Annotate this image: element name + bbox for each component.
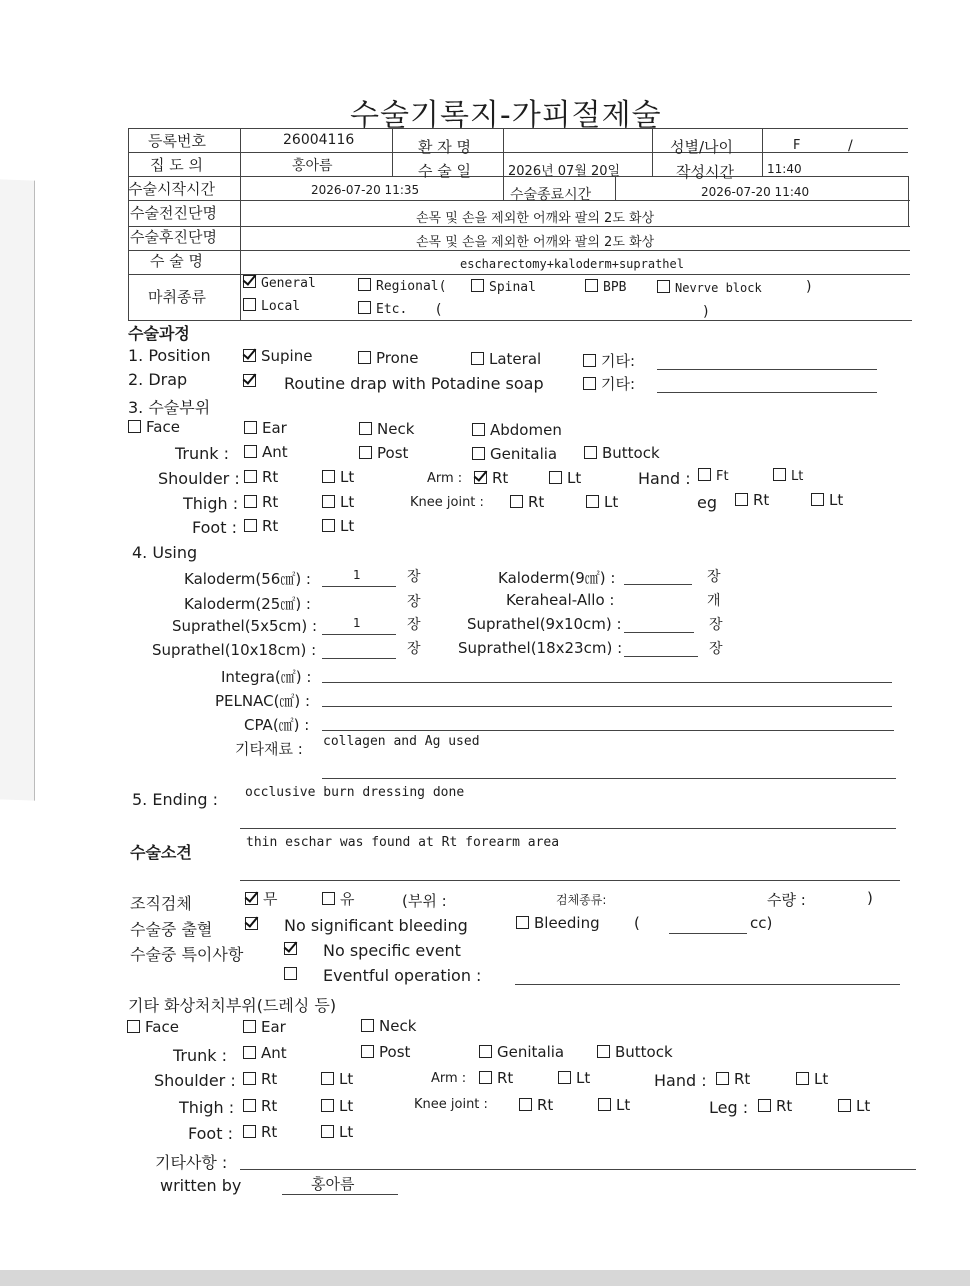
- pre-dx-label: 수술전진단명: [130, 204, 217, 222]
- position-other-line: [657, 369, 877, 370]
- form-title: 수술기록지-가피절제술: [350, 98, 662, 133]
- sex-age-slash: /: [848, 138, 853, 154]
- bleeding-unit: cc): [750, 914, 773, 932]
- position-supine[interactable]: [243, 347, 312, 365]
- other-knee-rt[interactable]: [519, 1096, 553, 1114]
- sex-value: F: [793, 138, 801, 153]
- site-arm-rt-text: Rt: [492, 469, 509, 487]
- drap-other-text: 기타:: [601, 375, 636, 393]
- site-leg-rt[interactable]: [735, 491, 769, 509]
- drap-routine-checkbox[interactable]: [243, 374, 256, 387]
- written-time-value: 11:40: [767, 162, 802, 176]
- other-arm-rt-checkbox[interactable]: [479, 1071, 492, 1084]
- pelnac-line: [322, 706, 892, 707]
- position-prone-text: Prone: [376, 349, 419, 367]
- site-arm-rt[interactable]: [474, 469, 508, 487]
- site-genitalia[interactable]: [472, 445, 557, 463]
- suprathel18-line: [624, 656, 698, 657]
- anesthesia-nerve-block[interactable]: [657, 280, 762, 295]
- site-thigh-lt[interactable]: [322, 493, 354, 511]
- site-knee-rt-text: Rt: [528, 493, 545, 511]
- site-trunk-ant-text: Ant: [262, 443, 288, 461]
- other-hand-rt[interactable]: [716, 1070, 750, 1088]
- findings-label: 수술소견: [130, 843, 192, 862]
- sex-age-label: 성별/나이: [670, 138, 734, 156]
- other-arm-rt[interactable]: [479, 1069, 513, 1087]
- op-name-value: escharectomy+kaloderm+suprathel: [460, 257, 684, 271]
- other-knee-rt-checkbox[interactable]: [519, 1098, 532, 1111]
- position-supine-text: Supine: [261, 347, 313, 365]
- ending-label: 5. Ending :: [132, 790, 218, 809]
- position-lateral-checkbox[interactable]: [471, 352, 484, 365]
- other-thigh-rt[interactable]: [243, 1097, 277, 1115]
- site-thigh-lt-checkbox[interactable]: [322, 495, 335, 508]
- anesthesia-general[interactable]: [243, 275, 316, 291]
- event-eventful-checkbox-wrap[interactable]: [284, 965, 302, 983]
- biopsy-no[interactable]: [245, 888, 278, 909]
- anesthesia-spinal-text: Spinal: [489, 280, 536, 295]
- site-ear[interactable]: [244, 419, 287, 437]
- other-foot-rt-text: Rt: [261, 1123, 278, 1141]
- site-leg-lt-checkbox[interactable]: [811, 493, 824, 506]
- site-foot-lt-checkbox[interactable]: [322, 519, 335, 532]
- drap-other-checkbox[interactable]: [583, 377, 596, 390]
- site-hand-label: Hand :: [638, 469, 691, 488]
- other-hand-lt-text: Lt: [814, 1070, 829, 1088]
- pre-dx-value: 손목 및 손을 제외한 어깨와 팔의 2도 화상: [416, 211, 655, 226]
- kaloderm56-label: Kaloderm(56㎠) :: [184, 570, 311, 588]
- site-ear-checkbox[interactable]: [244, 421, 257, 434]
- suprathel10-unit: 장: [407, 641, 421, 657]
- drap-other[interactable]: [583, 373, 635, 394]
- site-hand-rt-text: Ft: [716, 469, 729, 484]
- site-foot-rt-checkbox[interactable]: [244, 519, 257, 532]
- site-face-text: Face: [146, 418, 180, 436]
- site-arm-lt-checkbox[interactable]: [549, 471, 562, 484]
- site-leg-lt-text: Lt: [829, 491, 844, 509]
- other-leg-rt[interactable]: [758, 1097, 792, 1115]
- doctor-label: 집 도 의: [150, 156, 204, 174]
- other-foot-lt-checkbox[interactable]: [321, 1125, 334, 1138]
- site-hand-rt-checkbox[interactable]: [698, 468, 711, 481]
- anesthesia-bpb[interactable]: [585, 279, 626, 295]
- start-time-value: 2026-07-20 11:35: [311, 183, 420, 197]
- anesthesia-spinal-checkbox[interactable]: [471, 279, 484, 292]
- other-leg-lt[interactable]: [838, 1097, 870, 1115]
- post-dx-value: 손목 및 손을 제외한 어깨와 팔의 2도 화상: [416, 235, 655, 250]
- other-trunk-post-text: Post: [379, 1043, 411, 1061]
- anesthesia-general-text: General: [261, 276, 316, 291]
- other-foot-rt[interactable]: [243, 1123, 277, 1141]
- site-leg-rt-text: Rt: [753, 491, 770, 509]
- anesthesia-regional-text: Regional(: [376, 279, 447, 294]
- site-shoulder-lt-checkbox[interactable]: [322, 470, 335, 483]
- cpa-line: [322, 730, 894, 731]
- suprathel18-label: Suprathel(18x23cm) :: [458, 639, 623, 657]
- other-shoulder-label: Shoulder :: [154, 1071, 236, 1090]
- written-time-label: 작성시간: [676, 163, 734, 181]
- other-arm-lt-text: Lt: [576, 1069, 591, 1087]
- other-face-checkbox[interactable]: [127, 1020, 140, 1033]
- findings-value: thin eschar was found at Rt forearm area: [246, 835, 560, 850]
- site-knee-lt[interactable]: [586, 493, 618, 511]
- site-shoulder-lt-text: Lt: [340, 468, 355, 486]
- other-buttock[interactable]: [597, 1043, 673, 1061]
- site-trunk-label: Trunk :: [175, 444, 230, 463]
- anesthesia-etc-close: ): [703, 304, 709, 320]
- site-shoulder-label: Shoulder :: [158, 469, 240, 488]
- kaloderm56-unit: 장: [407, 569, 421, 585]
- other-shoulder-rt[interactable]: [243, 1070, 277, 1088]
- findings-line: [240, 880, 900, 881]
- site-abdomen[interactable]: [472, 421, 562, 439]
- other-foot-rt-checkbox[interactable]: [243, 1125, 256, 1138]
- other-material-label: 기타재료 :: [235, 740, 303, 758]
- other-trunk-label: Trunk :: [173, 1046, 228, 1065]
- site-leg-label: eg: [697, 493, 717, 512]
- bleeding-none-text: No significant bleeding: [284, 916, 468, 935]
- site-abdomen-checkbox[interactable]: [472, 423, 485, 436]
- other-neck[interactable]: [361, 1017, 416, 1035]
- site-trunk-post-checkbox[interactable]: [359, 446, 372, 459]
- page-bottom-edge: [0, 1270, 970, 1286]
- other-hand-lt-checkbox[interactable]: [796, 1072, 809, 1085]
- site-knee-lt-checkbox[interactable]: [586, 495, 599, 508]
- event-eventful-text: Eventful operation :: [323, 966, 482, 985]
- surgery-date-value: 2026년 07월 20일: [508, 164, 621, 179]
- other-genitalia-text: Genitalia: [497, 1043, 565, 1061]
- biopsy-label: 조직검체: [130, 894, 192, 913]
- other-hand-rt-text: Rt: [734, 1070, 751, 1088]
- anesthesia-nerve-block-text: Nevrve block: [675, 281, 762, 295]
- written-by-line: [282, 1194, 398, 1195]
- site-foot-rt[interactable]: [244, 517, 278, 535]
- other-thigh-lt-checkbox[interactable]: [321, 1099, 334, 1112]
- site-thigh-rt[interactable]: [244, 493, 278, 511]
- anesthesia-local[interactable]: [243, 298, 300, 314]
- other-buttock-checkbox[interactable]: [597, 1045, 610, 1058]
- other-hand-label: Hand :: [654, 1071, 707, 1090]
- suprathel5-value: 1: [353, 616, 361, 630]
- written-by-label: written by: [160, 1176, 242, 1195]
- site-thigh-label: Thigh :: [183, 494, 239, 513]
- other-thigh-rt-text: Rt: [261, 1097, 278, 1115]
- other-foot-lt-text: Lt: [339, 1123, 354, 1141]
- other-trunk-ant-text: Ant: [261, 1044, 287, 1062]
- biopsy-kind-label: 검체종류:: [556, 893, 607, 907]
- bleeding-none-checkbox-wrap[interactable]: [245, 915, 263, 933]
- biopsy-no-checkbox[interactable]: [245, 892, 258, 905]
- site-hand-lt-checkbox[interactable]: [773, 468, 786, 481]
- misc-label: 기타사항 :: [155, 1153, 228, 1172]
- site-thigh-lt-text: Lt: [340, 493, 355, 511]
- other-arm-lt-checkbox[interactable]: [558, 1071, 571, 1084]
- other-sites-label: 기타 화상처치부위(드레싱 등): [128, 996, 337, 1015]
- start-time-label: 수술시작시간: [128, 180, 215, 198]
- event-eventful-checkbox[interactable]: [284, 967, 297, 980]
- site-trunk-ant[interactable]: [244, 443, 288, 461]
- position-other-checkbox[interactable]: [583, 354, 596, 367]
- site-leg-rt-checkbox[interactable]: [735, 493, 748, 506]
- site-arm-lt-text: Lt: [567, 469, 582, 487]
- ending-value: occlusive burn dressing done: [245, 785, 465, 800]
- site-knee-rt-checkbox[interactable]: [510, 495, 523, 508]
- event-label: 수술중 특이사항: [130, 945, 244, 964]
- keraheal-label: Keraheal-Allo :: [506, 591, 615, 609]
- kaloderm9-line: [624, 584, 692, 585]
- other-thigh-lt[interactable]: [321, 1097, 353, 1115]
- anesthesia-bpb-text: BPB: [603, 280, 627, 295]
- site-hand-rt[interactable]: [698, 468, 729, 484]
- site-shoulder-rt-checkbox[interactable]: [244, 470, 257, 483]
- event-none-text: No specific event: [323, 941, 461, 960]
- site-genitalia-text: Genitalia: [490, 445, 558, 463]
- other-genitalia-checkbox[interactable]: [479, 1045, 492, 1058]
- suprathel18-unit: 장: [709, 641, 723, 657]
- other-leg-rt-checkbox[interactable]: [758, 1099, 771, 1112]
- other-arm-label: Arm :: [431, 1071, 467, 1086]
- reg-no-value: 26004116: [283, 132, 355, 148]
- misc-line: [240, 1169, 916, 1170]
- biopsy-yes-text: 유: [340, 890, 355, 908]
- patient-name-label: 환 자 명: [418, 138, 472, 156]
- suprathel5-unit: 장: [407, 617, 421, 633]
- other-thigh-label: Thigh :: [179, 1098, 235, 1117]
- drap-label: 2. Drap: [128, 370, 188, 389]
- other-shoulder-lt-text: Lt: [339, 1070, 354, 1088]
- drap-other-line: [657, 392, 877, 393]
- end-time-value: 2026-07-20 11:40: [701, 185, 810, 199]
- using-label: 4. Using: [132, 543, 198, 562]
- anesthesia-general-checkbox[interactable]: [243, 275, 256, 288]
- cpa-label: CPA(㎠) :: [244, 716, 310, 734]
- site-shoulder-rt[interactable]: [244, 468, 278, 486]
- anesthesia-etc-open: (: [436, 302, 442, 318]
- other-leg-rt-text: Rt: [776, 1097, 793, 1115]
- anesthesia-regional-checkbox[interactable]: [358, 278, 371, 291]
- position-lateral-text: Lateral: [489, 350, 542, 368]
- biopsy-no-text: 무: [263, 890, 278, 908]
- bleeding-yes-checkbox[interactable]: [516, 916, 529, 929]
- other-knee-lt[interactable]: [598, 1096, 630, 1114]
- site-arm-lt[interactable]: [549, 469, 581, 487]
- other-trunk-ant-checkbox[interactable]: [243, 1046, 256, 1059]
- site-arm-label: Arm :: [427, 471, 463, 486]
- other-neck-text: Neck: [379, 1017, 417, 1035]
- kaloderm56-value: 1: [353, 568, 361, 582]
- anesthesia-etc[interactable]: [358, 301, 407, 317]
- bleeding-none-checkbox[interactable]: [245, 917, 258, 930]
- other-foot-lt[interactable]: [321, 1123, 353, 1141]
- other-trunk-post-checkbox[interactable]: [361, 1045, 374, 1058]
- op-name-label: 수 술 명: [150, 252, 204, 270]
- site-hand-lt[interactable]: [773, 468, 803, 484]
- site-genitalia-checkbox[interactable]: [472, 447, 485, 460]
- anesthesia-etc-text: Etc.: [376, 302, 408, 317]
- site-ear-text: Ear: [262, 419, 287, 437]
- reg-no-label: 등록번호: [148, 132, 206, 150]
- other-hand-lt[interactable]: [796, 1070, 828, 1088]
- kaloderm56-line: [322, 586, 396, 587]
- event-none-checkbox-wrap[interactable]: [284, 940, 302, 958]
- position-lateral[interactable]: [471, 350, 541, 368]
- site-label: 3. 수술부위: [128, 398, 211, 417]
- site-shoulder-rt-text: Rt: [262, 468, 279, 486]
- other-material-value: collagen and Ag used: [323, 734, 480, 749]
- attached-paper-strip: [0, 179, 35, 800]
- bleeding-label: 수술중 출혈: [130, 920, 213, 939]
- other-genitalia[interactable]: [479, 1043, 564, 1061]
- position-prone[interactable]: [358, 349, 419, 367]
- suprathel9-line: [624, 632, 694, 633]
- site-thigh-rt-checkbox[interactable]: [244, 495, 257, 508]
- site-foot-lt-text: Lt: [340, 517, 355, 535]
- other-trunk-post[interactable]: [361, 1043, 410, 1061]
- other-hand-rt-checkbox[interactable]: [716, 1072, 729, 1085]
- other-leg-lt-checkbox[interactable]: [838, 1099, 851, 1112]
- site-abdomen-text: Abdomen: [490, 421, 562, 439]
- position-label: 1. Position: [128, 346, 211, 365]
- event-none-checkbox[interactable]: [284, 942, 297, 955]
- post-dx-label: 수술후진단명: [130, 228, 217, 246]
- site-thigh-rt-text: Rt: [262, 493, 279, 511]
- anesthesia-label: 마취종류: [148, 288, 206, 306]
- suprathel9-unit: 장: [709, 617, 723, 633]
- other-leg-label: Leg :: [709, 1098, 749, 1117]
- anesthesia-local-checkbox[interactable]: [243, 298, 256, 311]
- site-trunk-post[interactable]: [359, 444, 408, 462]
- other-neck-checkbox[interactable]: [361, 1019, 374, 1032]
- other-knee-lt-checkbox[interactable]: [598, 1098, 611, 1111]
- other-thigh-rt-checkbox[interactable]: [243, 1099, 256, 1112]
- anesthesia-nerve-block-checkbox[interactable]: [657, 280, 670, 293]
- doctor-value: 홍아름: [292, 158, 333, 174]
- biopsy-close: ): [867, 889, 873, 907]
- other-face[interactable]: [127, 1018, 179, 1036]
- other-knee-rt-text: Rt: [537, 1096, 554, 1114]
- site-arm-rt-checkbox[interactable]: [474, 471, 487, 484]
- other-knee-label: Knee joint :: [414, 1097, 488, 1112]
- suprathel5-label: Suprathel(5x5cm) :: [172, 617, 318, 635]
- site-neck-checkbox[interactable]: [359, 422, 372, 435]
- ending-line: [240, 828, 896, 829]
- other-ear-checkbox[interactable]: [243, 1020, 256, 1033]
- event-eventful-line: [515, 984, 900, 985]
- site-neck-text: Neck: [377, 420, 415, 438]
- site-knee-rt[interactable]: [510, 493, 544, 511]
- other-thigh-lt-text: Lt: [339, 1097, 354, 1115]
- site-buttock-text: Buttock: [602, 444, 660, 462]
- other-shoulder-lt-checkbox[interactable]: [321, 1072, 334, 1085]
- integra-label: Integra(㎠) :: [221, 668, 312, 686]
- site-knee-label: Knee joint :: [410, 495, 484, 510]
- other-arm-lt[interactable]: [558, 1069, 590, 1087]
- anesthesia-etc-checkbox[interactable]: [358, 301, 371, 314]
- kaloderm9-unit: 장: [707, 569, 721, 585]
- drap-routine-text: Routine drap with Potadine soap: [284, 374, 544, 393]
- biopsy-site-label: (부위 :: [402, 892, 447, 910]
- site-trunk-post-text: Post: [377, 444, 409, 462]
- kaloderm25-label: Kaloderm(25㎠) :: [184, 595, 311, 613]
- other-foot-label: Foot :: [188, 1124, 233, 1143]
- site-leg-lt[interactable]: [811, 491, 843, 509]
- site-shoulder-lt[interactable]: [322, 468, 354, 486]
- other-face-text: Face: [145, 1018, 179, 1036]
- integra-line: [322, 682, 892, 683]
- bleeding-open: (: [634, 914, 640, 932]
- site-buttock[interactable]: [584, 444, 660, 462]
- site-hand-lt-text: Lt: [791, 469, 804, 484]
- other-ear-text: Ear: [261, 1018, 286, 1036]
- anesthesia-spinal[interactable]: [471, 279, 536, 295]
- site-knee-lt-text: Lt: [604, 493, 619, 511]
- bleeding-yes-text: Bleeding: [534, 914, 600, 932]
- site-buttock-checkbox[interactable]: [584, 446, 597, 459]
- anesthesia-close-paren: ): [806, 279, 812, 295]
- biopsy-qty-label: 수량 :: [767, 891, 806, 909]
- end-time-label: 수술종료시간: [510, 187, 592, 203]
- site-trunk-ant-checkbox[interactable]: [244, 445, 257, 458]
- other-shoulder-rt-checkbox[interactable]: [243, 1072, 256, 1085]
- suprathel5-line: [322, 634, 396, 635]
- other-trunk-ant[interactable]: [243, 1044, 287, 1062]
- other-shoulder-lt[interactable]: [321, 1070, 353, 1088]
- suprathel9-label: Suprathel(9x10cm) :: [467, 615, 622, 633]
- site-neck[interactable]: [359, 420, 414, 438]
- site-foot-lt[interactable]: [322, 517, 354, 535]
- drap-routine-checkbox-wrap[interactable]: [243, 372, 261, 390]
- other-arm-rt-text: Rt: [497, 1069, 514, 1087]
- kaloderm9-label: Kaloderm(9㎠) :: [498, 569, 616, 587]
- site-face[interactable]: [128, 418, 180, 436]
- other-buttock-text: Buttock: [615, 1043, 673, 1061]
- other-material-line: [322, 778, 896, 779]
- position-supine-checkbox[interactable]: [243, 349, 256, 362]
- process-section-title: 수술과정: [128, 324, 190, 343]
- bleeding-cc-line: [669, 933, 747, 934]
- site-foot-rt-text: Rt: [262, 517, 279, 535]
- position-other[interactable]: [583, 350, 635, 371]
- site-foot-label: Foot :: [192, 518, 237, 537]
- biopsy-yes-checkbox[interactable]: [322, 892, 335, 905]
- suprathel10-line: [322, 658, 396, 659]
- other-knee-lt-text: Lt: [616, 1096, 631, 1114]
- kaloderm25-unit: 장: [407, 594, 421, 610]
- anesthesia-local-text: Local: [261, 299, 301, 314]
- suprathel10-label: Suprathel(10x18cm) :: [152, 641, 317, 659]
- anesthesia-bpb-checkbox[interactable]: [585, 279, 598, 292]
- other-shoulder-rt-text: Rt: [261, 1070, 278, 1088]
- other-leg-lt-text: Lt: [856, 1097, 871, 1115]
- bleeding-yes[interactable]: [516, 914, 600, 932]
- written-by-value: 홍아름: [311, 1175, 355, 1193]
- keraheal-unit: 개: [707, 593, 721, 609]
- other-ear[interactable]: [243, 1018, 286, 1036]
- pelnac-label: PELNAC(㎠) :: [215, 692, 311, 710]
- position-other-text: 기타:: [601, 352, 636, 370]
- site-face-checkbox[interactable]: [128, 420, 141, 433]
- anesthesia-regional[interactable]: [358, 278, 446, 294]
- biopsy-yes[interactable]: [322, 888, 355, 909]
- position-prone-checkbox[interactable]: [358, 351, 371, 364]
- surgery-date-label: 수 술 일: [418, 162, 472, 180]
